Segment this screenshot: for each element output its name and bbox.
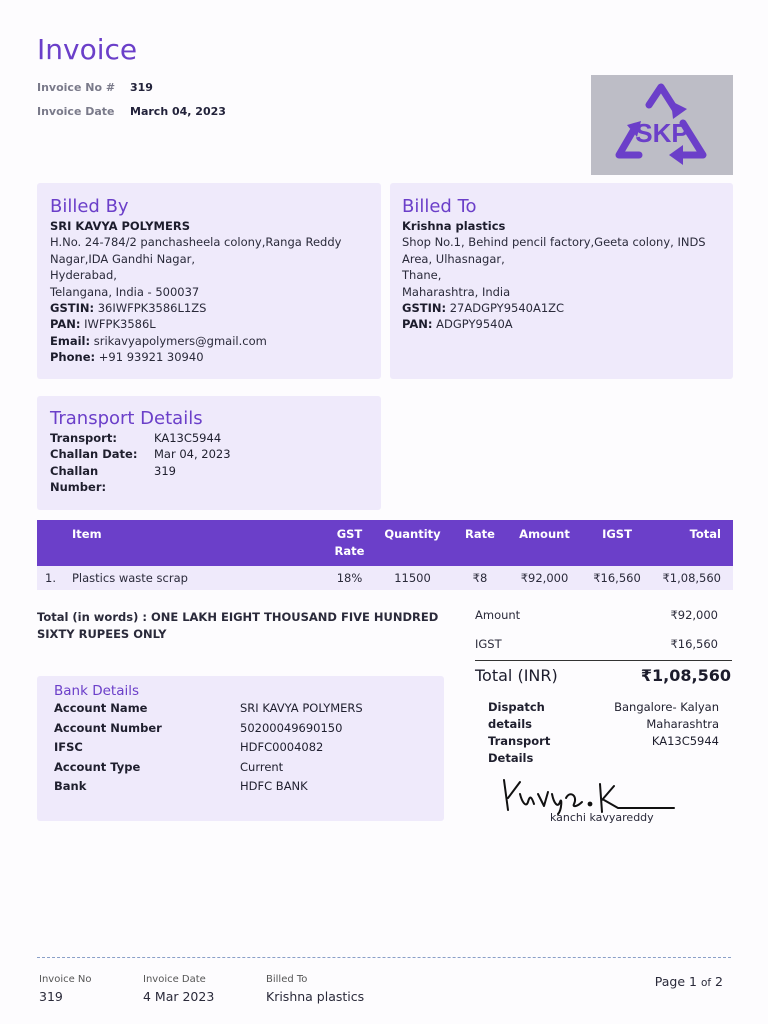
challan-date-value: Mar 04, 2023 bbox=[154, 447, 231, 462]
footer-invoice-date-label: Invoice Date bbox=[143, 974, 206, 985]
table-row bbox=[37, 566, 733, 590]
row-index: 1. bbox=[37, 566, 72, 590]
transport-card bbox=[37, 396, 381, 510]
row-igst: ₹16,560 bbox=[582, 566, 652, 590]
challan-number-value: 319 bbox=[154, 463, 176, 478]
billed-to-address-3: Thane, bbox=[402, 268, 442, 283]
footer-invoice-no: 319 bbox=[39, 989, 63, 1004]
header-amount: Amount bbox=[507, 520, 582, 566]
account-name-label: Account Name bbox=[54, 701, 148, 715]
invoice-no-value: 319 bbox=[130, 81, 153, 94]
page-indicator bbox=[620, 974, 723, 989]
recycle-logo-icon bbox=[591, 75, 733, 175]
billed-by-phone: +91 93921 30940 bbox=[98, 350, 204, 365]
page-label: Page bbox=[654, 974, 686, 989]
signature bbox=[498, 772, 678, 816]
header-igst: IGST bbox=[582, 520, 652, 566]
billed-by-email: srikavyapolymers@gmail.com bbox=[93, 333, 267, 348]
account-number-value: 50200049690150 bbox=[240, 720, 343, 735]
billed-to-pan: ADGPY9540A bbox=[436, 317, 513, 332]
page-current: 1 bbox=[689, 974, 697, 989]
summary-igst-label: IGST bbox=[475, 637, 502, 651]
footer-divider bbox=[37, 957, 731, 958]
transport-details-value: KA13C5944 bbox=[651, 734, 719, 748]
table-header-row bbox=[37, 520, 733, 566]
billed-to-address-1: Shop No.1, Behind pencil factory,Geeta colony, INDS bbox=[402, 235, 706, 250]
billed-by-name: SRI KAVYA POLYMERS bbox=[50, 219, 190, 233]
ifsc-value: HDFC0004082 bbox=[240, 740, 324, 754]
company-logo bbox=[591, 75, 733, 175]
header-rate: Rate bbox=[453, 520, 507, 566]
billed-by-address-3: Hyderabad, bbox=[50, 268, 117, 283]
billed-by-email-label: Email: bbox=[50, 333, 91, 348]
billed-to-name: Krishna plastics bbox=[402, 219, 506, 233]
footer-invoice-date: 4 Mar 2023 bbox=[143, 989, 215, 1004]
row-item: Plastics waste scrap bbox=[72, 566, 327, 590]
row-total: ₹1,08,560 bbox=[652, 566, 733, 590]
summary-igst-value: ₹16,560 bbox=[670, 637, 718, 651]
footer-billed-to-label: Billed To bbox=[266, 974, 308, 985]
bank-name-label: Bank bbox=[54, 779, 87, 793]
billed-by-pan: IWFPK3586L bbox=[84, 317, 156, 332]
invoice-date-value: March 04, 2023 bbox=[130, 105, 226, 118]
dispatch-label: Dispatch details bbox=[488, 700, 545, 731]
transport-label: Transport: bbox=[50, 431, 117, 445]
dispatch-details bbox=[488, 699, 719, 767]
account-type-value: Current bbox=[240, 759, 284, 774]
items-table bbox=[37, 520, 733, 590]
billed-by-address-4: Telangana, India - 500037 bbox=[50, 284, 200, 299]
invoice-no-label: Invoice No # bbox=[37, 81, 116, 94]
billed-by-card bbox=[37, 183, 381, 379]
dispatch-value: Bangalore- Kalyan Maharashtra bbox=[614, 700, 719, 731]
footer-billed-to: Krishna plastics bbox=[266, 989, 365, 1004]
transport-heading: Transport Details bbox=[50, 408, 203, 429]
total-in-words: Total (in words) : ONE LAKH EIGHT THOUSAND FIVE HUNDRED SIXTY RUPEES ONLY bbox=[37, 610, 439, 641]
billed-to-address-2: Area, Ulhasnagar, bbox=[402, 251, 505, 266]
signer-name: kanchi kavyareddy bbox=[550, 811, 654, 824]
account-type-label: Account Type bbox=[54, 759, 141, 774]
summary-amount-value: ₹92,000 bbox=[670, 608, 718, 622]
bank-details-card bbox=[37, 676, 444, 821]
row-amount: ₹92,000 bbox=[507, 566, 582, 590]
account-name-value: SRI KAVYA POLYMERS bbox=[240, 701, 363, 715]
billed-to-gstin-label: GSTIN: bbox=[402, 301, 447, 316]
billed-by-heading: Billed By bbox=[50, 196, 129, 217]
row-gst-rate: 18% bbox=[327, 566, 372, 590]
billed-to-pan-label: PAN: bbox=[402, 317, 433, 332]
billed-to-gstin: 27ADGPY9540A1ZC bbox=[449, 301, 565, 316]
invoice-date-label: Invoice Date bbox=[37, 105, 115, 118]
header-gst-rate: GST Rate bbox=[327, 520, 372, 566]
summary-amount-label: Amount bbox=[475, 608, 521, 622]
header-index bbox=[37, 520, 72, 566]
logo-text: SKP bbox=[635, 118, 689, 148]
header-item: Item bbox=[72, 520, 327, 566]
page-of: of bbox=[700, 977, 712, 989]
row-quantity: 11500 bbox=[372, 566, 453, 590]
header-total: Total bbox=[652, 520, 733, 566]
transport-details-label: Transport Details bbox=[488, 734, 551, 765]
billed-to-heading: Billed To bbox=[402, 196, 477, 217]
summary-total-label: Total (INR) bbox=[475, 666, 558, 685]
billed-by-gstin-label: GSTIN: bbox=[50, 301, 95, 316]
challan-date-label: Challan Date: bbox=[50, 447, 138, 462]
billed-to-address-4: Maharashtra, India bbox=[402, 284, 511, 299]
row-rate: ₹8 bbox=[453, 566, 507, 590]
billed-by-address-2: Nagar,IDA Gandhi Nagar, bbox=[50, 251, 196, 266]
signature-image bbox=[498, 772, 678, 816]
billed-to-card bbox=[390, 183, 733, 379]
billed-by-phone-label: Phone: bbox=[50, 350, 96, 365]
challan-number-label: Challan Number: bbox=[50, 463, 107, 495]
bank-heading: Bank Details bbox=[54, 683, 140, 699]
billed-by-gstin: 36IWFPK3586L1ZS bbox=[97, 301, 207, 316]
summary-divider bbox=[475, 660, 732, 661]
billed-by-address-1: H.No. 24-784/2 panchasheela colony,Ranga Reddy bbox=[50, 235, 342, 250]
account-number-label: Account Number bbox=[54, 720, 162, 735]
footer-invoice-no-label: Invoice No bbox=[39, 974, 92, 985]
transport-value: KA13C5944 bbox=[154, 431, 222, 445]
ifsc-label: IFSC bbox=[54, 740, 83, 754]
summary-total-value: ₹1,08,560 bbox=[640, 666, 731, 685]
page-total: 2 bbox=[715, 974, 723, 989]
bank-name-value: HDFC BANK bbox=[240, 779, 308, 793]
header-quantity: Quantity bbox=[372, 520, 453, 566]
page-title: Invoice bbox=[37, 33, 138, 66]
billed-by-pan-label: PAN: bbox=[50, 317, 81, 332]
